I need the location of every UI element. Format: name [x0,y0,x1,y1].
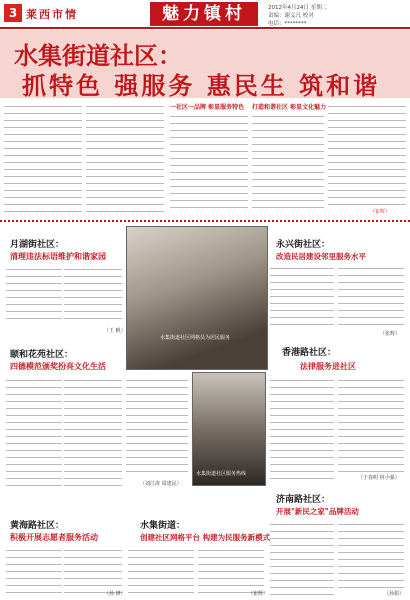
article-body [270,376,334,480]
article-subtitle: 改造民居建设邻里服务水平 [276,252,366,261]
article-body [6,546,62,596]
article-byline: （王 帆） [104,328,126,334]
article-byline: （于春明 林小强） [358,475,400,481]
article-title: 水集街道： [140,521,186,531]
separator [0,220,410,222]
article-subtitle: 创建社区网格平台 构建为民服务新模式 [140,533,271,542]
lead-inner-head-2: 打造和谐社区 彰显文化魅力 [252,104,327,111]
article-title: 月湖街社区： [10,240,65,250]
paper-name: 莱西市情 [26,8,78,21]
article-byline: （孙 锋） [104,591,126,597]
article-subtitle: 法律服务进社区 [300,362,356,371]
article-body [338,376,404,472]
lead-column-1 [4,102,82,214]
article-subtitle: 清理违法标语维护和谐家园 [10,252,106,261]
article-title: 永兴街社区： [276,240,331,250]
article-subtitle: 积极开展志愿者服务活动 [10,533,98,542]
article-title: 黄海路社区： [10,521,65,531]
lead-column-5 [328,102,406,208]
article-title: 香港路社区： [282,348,337,358]
lead-column-2 [86,102,164,214]
article-body [338,264,404,328]
article-byline: （崔辉） [248,591,269,597]
lead-byline: （崔辉） [370,209,391,215]
article-body [6,376,62,486]
article-byline: （张辉） [380,331,401,337]
article-body [270,520,334,596]
article-title: 颐和花苑社区： [10,350,74,360]
article-body [64,376,122,486]
article-body [198,546,264,596]
date-line: 2012年4月24日 星期二 责编：谢义凡 校对 电话：******** [268,5,328,27]
photo-caption: 水集街道社区服务热线 [196,471,247,477]
lead-column-3 [170,112,248,214]
article-byline: （刘江涛 周建民） [140,481,182,487]
article-title: 济南路社区： [276,495,331,505]
section-title: 魅力镇村 [150,2,258,26]
article-body [126,376,188,478]
photo-service-hotline [192,372,266,486]
lead-column-4 [252,112,324,214]
article-body [64,546,122,596]
article-byline: （孙娟） [384,591,405,597]
header-rule [0,27,410,29]
article-body [270,264,334,328]
lead-title: 水集街道社区： [14,42,182,70]
article-body [338,520,404,590]
photo-caption: 水集街道社区网格员为居民服务 [160,335,231,341]
article-body [6,265,62,325]
photo-staff-serving-residents [126,226,268,370]
article-subtitle: 四德模范颁奖扮亮文化生活 [10,362,106,371]
lead-inner-head-1: 一社区一品牌 彰显服务特色 [170,104,245,111]
article-body [64,265,122,325]
article-body [128,546,194,596]
lead-subtitle: 抓特色 强服务 惠民生 筑和谐 [22,72,381,100]
page-number: 3 [4,4,22,22]
article-subtitle: 开展"新民之家"品牌活动 [276,507,359,516]
